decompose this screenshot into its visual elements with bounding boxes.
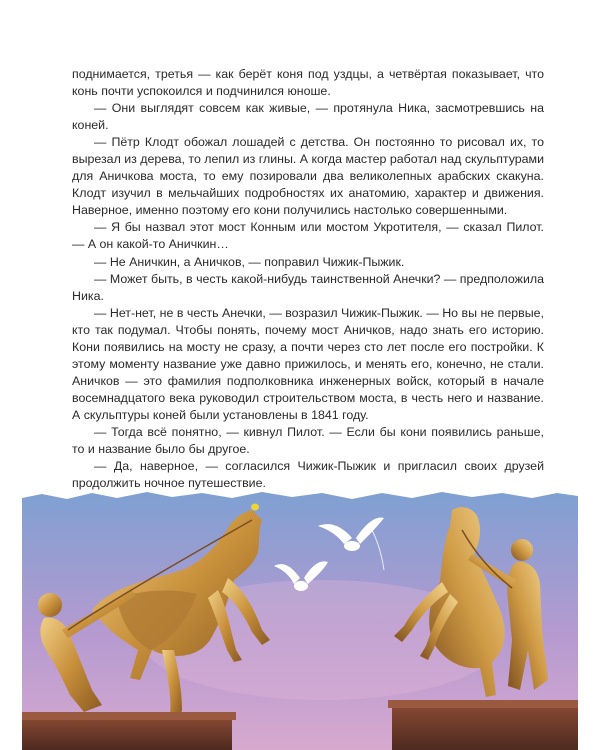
- paragraph-8: — Тогда всё понятно, — кивнул Пилот. — Если бы кони появились раньше, то и название было бы другое.: [72, 424, 544, 457]
- paragraph-3: — Пётр Клодт обожал лошадей с детства. Он постоянно то рисовал их, то вырезал из дерева, то лепил из глины. А когда мастер работал над скульптурами для Аничкова моста, то ему позировали два великолепных арабских скакуна. Клодт изучил в мельчайших подробностях их анатомию, характер и движения. Наверное, именно поэтому его кони получились настолько совершенными.: [72, 135, 544, 218]
- right-pedestal: [392, 704, 578, 750]
- paragraph-5: — Не Аничкин, а Аничков, — поправил Чижик-Пыжик.: [94, 254, 405, 269]
- left-pedestal: [22, 716, 232, 750]
- illustration-anichkov-horses: [22, 490, 578, 750]
- paragraph-1: поднимается, третья — как берёт коня под уздцы, а четвёртая показывает, что конь почти успокоился и подчинился юноше.: [72, 67, 544, 99]
- paragraph-2: — Они выглядят совсем как живые, — протянула Ника, засмотревшись на коней.: [72, 101, 544, 133]
- illustration-svg: [22, 490, 578, 750]
- paragraph-6: — Может быть, в честь какой-нибудь таинственной Анечки? — предположила Ника.: [72, 271, 544, 303]
- paragraph-4: — Я бы назвал этот мост Конным или мостом Укротителя, — сказал Пилот. — А он какой-то Аничкин…: [72, 220, 544, 252]
- story-text: [72, 66, 544, 492]
- paragraph-9: — Да, наверное, — согласился Чижик-Пыжик и пригласил своих друзей продолжить ночное путешествие.: [72, 459, 544, 491]
- paragraph-7: — Нет-нет, не в честь Анечки, — возразил Чижик-Пыжик. — Но вы не первые, кто так подумал. Чтобы понять, почему мост Аничков, надо знать его историю. Кони появились на мосту не сразу, а почти через сто лет после его постройки. К этому моменту название уже давно прижилось, и менять его, конечно, не стали. Аничков — это фамилия подполковника инженерных войск, который в начале восемнадцатого века руководил строительством моста, в честь него и название. А скульптуры коней были установлены в 1841 году.: [72, 305, 544, 422]
